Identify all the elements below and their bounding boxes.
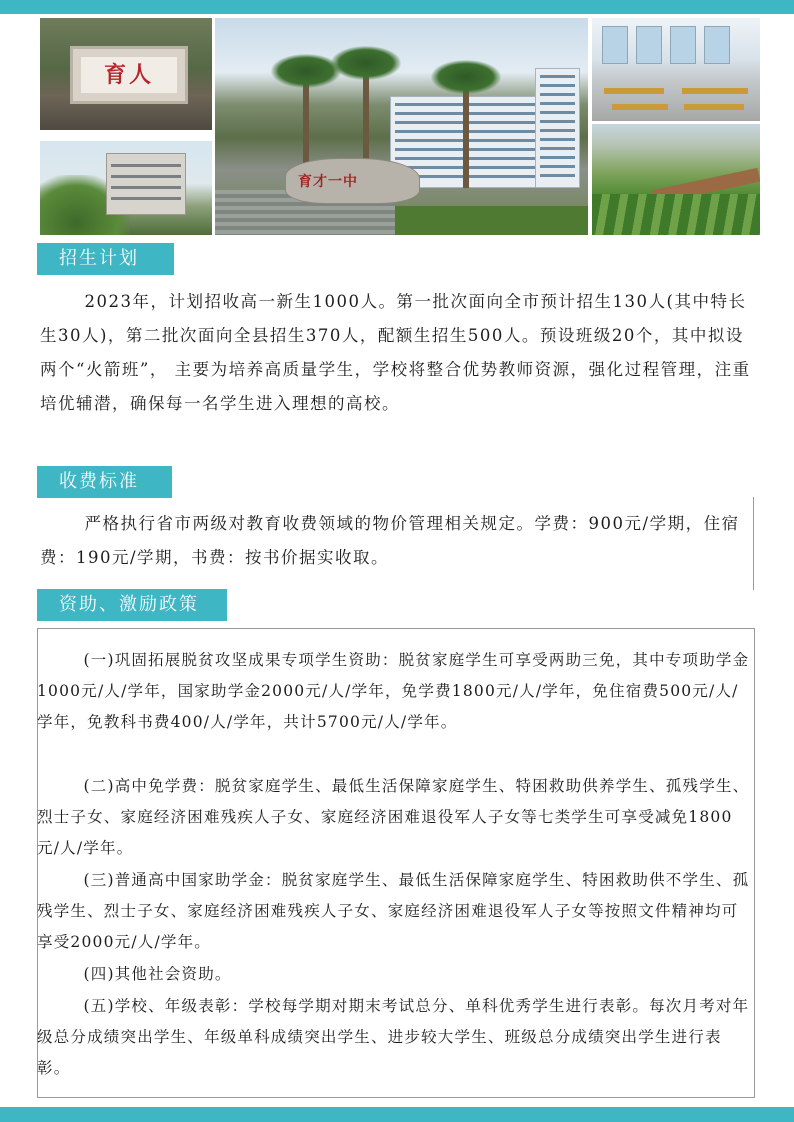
hall-window bbox=[670, 26, 696, 64]
fees-text: 严格执行省市两级对教育收费领域的物价管理相关规定。学费：900元/学期，住宿费：190元/学期，书费：按书价据实收取。 bbox=[40, 514, 740, 567]
campus-hedge bbox=[395, 206, 588, 235]
section-title-enrollment-plan: 招生计划 bbox=[37, 243, 174, 275]
dining-table bbox=[684, 104, 744, 110]
palm-crown bbox=[271, 54, 341, 88]
palm-crown bbox=[431, 60, 501, 94]
aid-item-4: (四)其他社会资助。 bbox=[83, 965, 232, 983]
hall-window bbox=[602, 26, 628, 64]
photo-school-garden bbox=[592, 124, 760, 235]
aid-item-3: (三)普通高中国家助学金：脱贫家庭学生、最低生活保障家庭学生、特困救助供不学生、孤残学生、烈士子女、家庭经济困难残疾人子女、家庭经济困难退役军人子女等按照文件精神均可享受2000元/人/学年。 bbox=[37, 871, 750, 951]
photo-campus-main-view bbox=[215, 18, 588, 235]
divider-line bbox=[753, 497, 754, 590]
gate-sign-text bbox=[81, 57, 177, 93]
dining-table bbox=[612, 104, 668, 110]
dining-table bbox=[604, 88, 664, 94]
aid-item-1: (一)巩固拓展脱贫攻坚成果专项学生资助：脱贫家庭学生可享受两助三免，其中专项助学金1000元/人/学年，国家助学金2000元/人/学年，免学费1800元/人/学年，免住宿费500元/人/学年，免教科书费400/人/学年，共计5700元/人/学年。 bbox=[37, 651, 750, 731]
top-accent-bar bbox=[0, 0, 794, 14]
section-title-aid-policy: 资助、激励政策 bbox=[37, 589, 227, 621]
garden-bed bbox=[592, 194, 760, 235]
hall-window bbox=[636, 26, 662, 64]
bottom-accent-bar bbox=[0, 1107, 794, 1122]
enrollment-plan-text: 2023年，计划招收高一新生1000人。第一批次面向全市预计招生130人(其中特长生30人)，第二批次面向全县招生370人，配额生招生500人。预设班级20个，其中拟设两个“火箭班”， 主要为培养高质量学生，学校将整合优势教师资源，强化过程管理，注重培优辅潜，确保每一名学生进入理想的高校。 bbox=[40, 292, 751, 413]
school-name-rock-text bbox=[298, 171, 408, 191]
photo-dining-hall bbox=[592, 18, 760, 121]
campus-building-right bbox=[535, 68, 580, 188]
aid-item-5: (五)学校、年级表彰：学校每学期对期末考试总分、单科优秀学生进行表彰。每次月考对年级总分成绩突出学生、年级单科成绩突出学生、进步较大学生、班级总分成绩突出学生进行表彰。 bbox=[37, 997, 750, 1077]
photo-campus-gate-sign bbox=[40, 18, 212, 130]
photo-teaching-building bbox=[40, 141, 212, 235]
section-title-fees: 收费标准 bbox=[37, 466, 172, 498]
gate-sign-board bbox=[70, 46, 188, 104]
palm-crown bbox=[331, 46, 401, 80]
building-block bbox=[106, 153, 186, 215]
aid-item-2: (二)高中免学费：脱贫家庭学生、最低生活保障家庭学生、特困救助供养学生、孤残学生、烈士子女、家庭经济困难残疾人子女、家庭经济困难退役军人子女等七类学生可享受减免1800元/人/学年。 bbox=[37, 777, 750, 857]
hall-window bbox=[704, 26, 730, 64]
dining-table bbox=[682, 88, 748, 94]
school-name-rock bbox=[285, 158, 420, 204]
